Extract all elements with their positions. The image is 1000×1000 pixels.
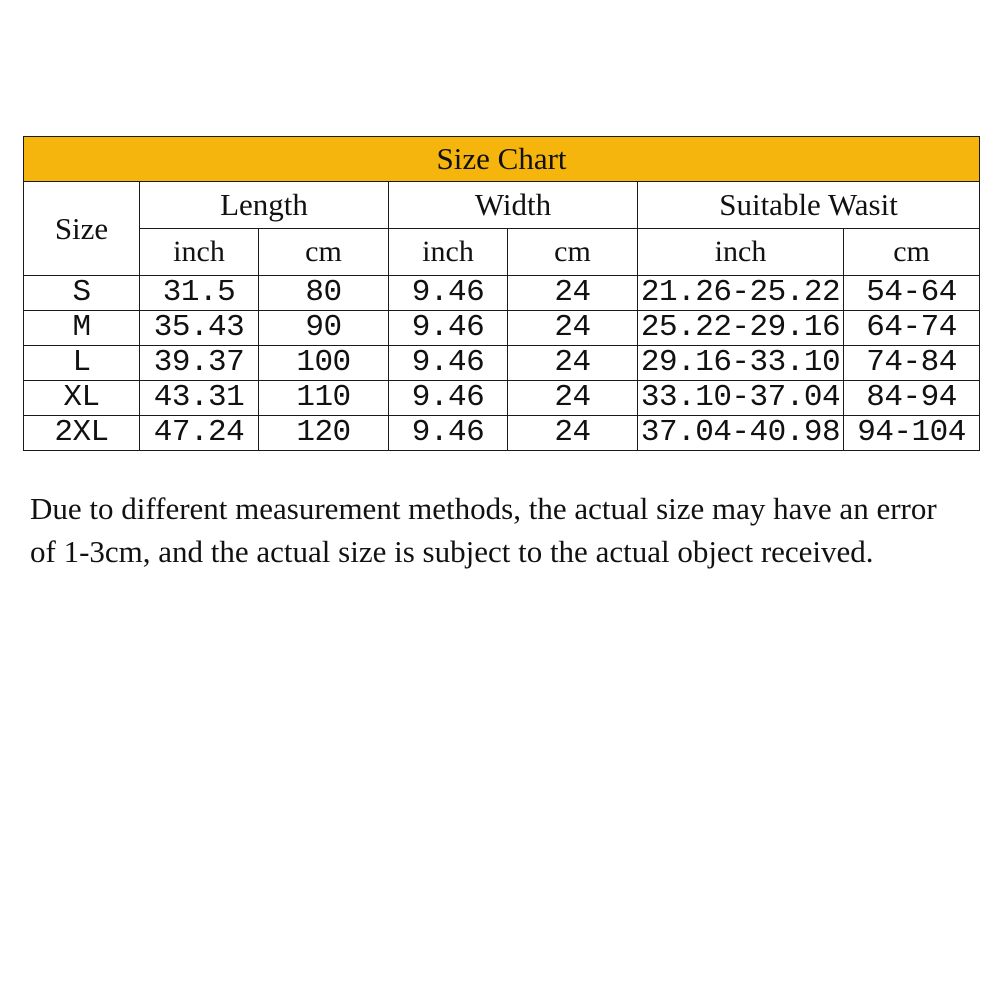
size-chart-table — [23, 136, 980, 451]
length-cm-cell: 80 — [259, 276, 389, 311]
size-header: Size — [24, 182, 140, 276]
width-cm-cell: 24 — [508, 311, 638, 346]
title-row — [24, 137, 980, 182]
length-header: Length — [140, 182, 389, 229]
unit-header-row — [24, 229, 980, 276]
waist-inch-cell: 21.26-25.22 — [638, 276, 844, 311]
unit-header: cm — [844, 229, 980, 276]
waist-header: Suitable Wasit — [638, 182, 980, 229]
waist-inch-cell: 33.10-37.04 — [638, 381, 844, 416]
group-header-row — [24, 182, 980, 229]
length-cm-cell: 120 — [259, 416, 389, 451]
width-inch-cell: 9.46 — [389, 276, 508, 311]
width-cm-cell: 24 — [508, 381, 638, 416]
unit-header: inch — [140, 229, 259, 276]
length-inch-cell: 43.31 — [140, 381, 259, 416]
table-row — [24, 416, 980, 451]
width-cm-cell: 24 — [508, 276, 638, 311]
waist-cm-cell: 74-84 — [844, 346, 980, 381]
measurement-note: Due to different measurement methods, the actual size may have an error of 1-3cm, and the actual size is subject to the actual object received. — [30, 491, 937, 569]
width-inch-cell: 9.46 — [389, 416, 508, 451]
table-row — [24, 346, 980, 381]
length-inch-cell: 35.43 — [140, 311, 259, 346]
size-cell: L — [24, 346, 140, 381]
table-row — [24, 311, 980, 346]
table-row — [24, 381, 980, 416]
table-title: Size Chart — [24, 137, 980, 182]
waist-inch-cell: 29.16-33.10 — [638, 346, 844, 381]
length-inch-cell: 31.5 — [140, 276, 259, 311]
size-cell: XL — [24, 381, 140, 416]
width-cm-cell: 24 — [508, 346, 638, 381]
length-cm-cell: 100 — [259, 346, 389, 381]
width-inch-cell: 9.46 — [389, 311, 508, 346]
unit-header: inch — [389, 229, 508, 276]
length-cm-cell: 110 — [259, 381, 389, 416]
waist-cm-cell: 54-64 — [844, 276, 980, 311]
unit-header: cm — [508, 229, 638, 276]
waist-cm-cell: 84-94 — [844, 381, 980, 416]
size-cell: S — [24, 276, 140, 311]
width-cm-cell: 24 — [508, 416, 638, 451]
unit-header: inch — [638, 229, 844, 276]
size-cell: M — [24, 311, 140, 346]
waist-inch-cell: 37.04-40.98 — [638, 416, 844, 451]
length-inch-cell: 39.37 — [140, 346, 259, 381]
length-inch-cell: 47.24 — [140, 416, 259, 451]
table-row — [24, 276, 980, 311]
waist-inch-cell: 25.22-29.16 — [638, 311, 844, 346]
width-header: Width — [389, 182, 638, 229]
size-cell: 2XL — [24, 416, 140, 451]
waist-cm-cell: 64-74 — [844, 311, 980, 346]
unit-header: cm — [259, 229, 389, 276]
width-inch-cell: 9.46 — [389, 346, 508, 381]
width-inch-cell: 9.46 — [389, 381, 508, 416]
waist-cm-cell: 94-104 — [844, 416, 980, 451]
length-cm-cell: 90 — [259, 311, 389, 346]
